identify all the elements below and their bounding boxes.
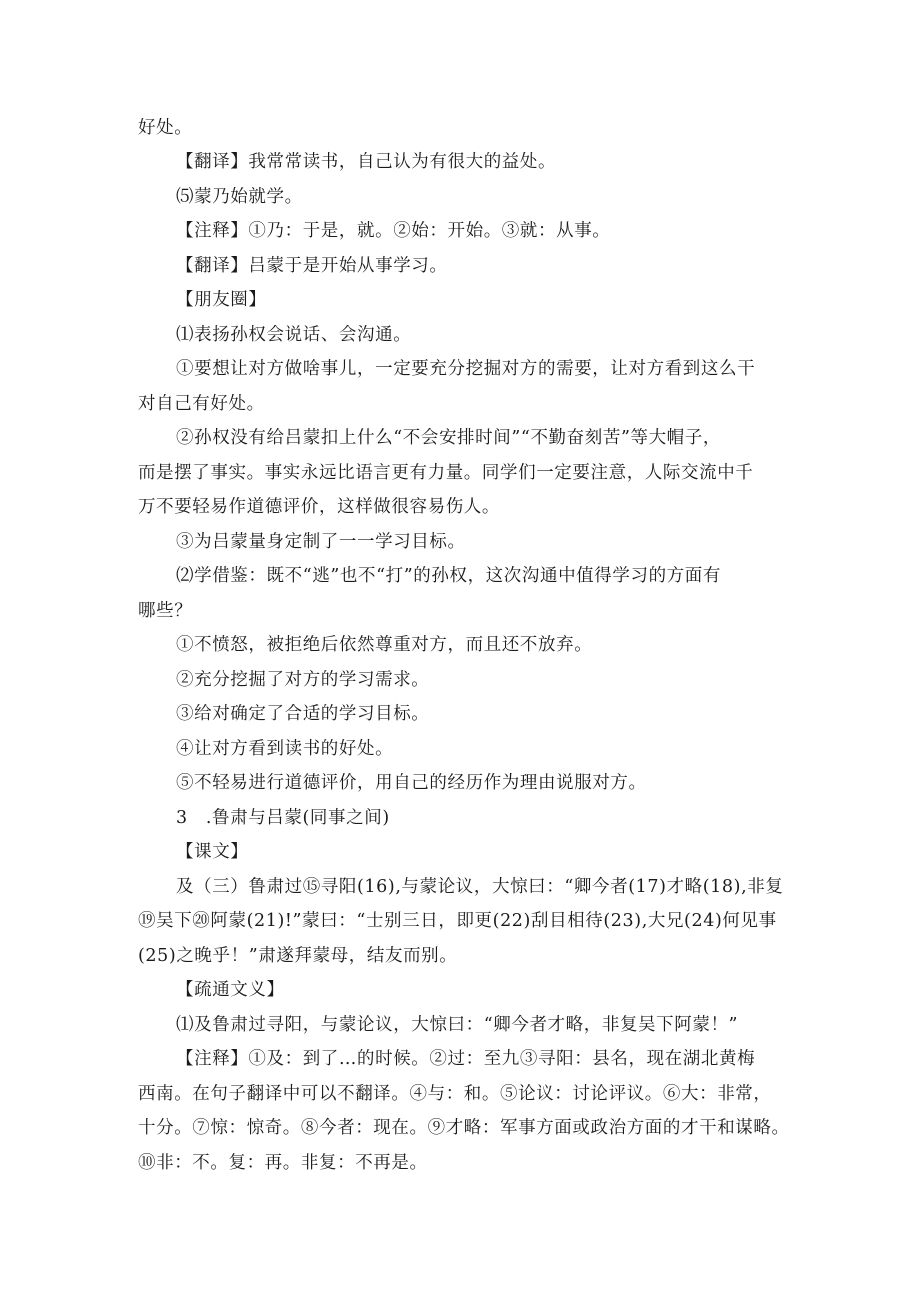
text-line: ⑴及鲁肃过寻阳，与蒙论议，大惊曰：“卿今者才略，非复吴下阿蒙！”: [176, 1015, 739, 1035]
text-line: ①要想让对方做啥事儿，一定要充分挖掘对方的需要，让对方看到这么干: [176, 359, 756, 379]
text-line: 好处。: [138, 118, 193, 138]
text-line: ①不愤怒，被拒绝后依然尊重对方，而且还不放弃。: [176, 635, 593, 655]
text-line: ②孙权没有给吕蒙扣上什么“不会安排时间”“不勤奋刻苦”等大帽子，: [176, 428, 721, 448]
text-line: ③给对确定了合适的学习目标。: [176, 704, 430, 724]
section-heading: 3 .鲁肃与吕蒙(同事之间): [176, 808, 390, 828]
classical-text-line: 及（三）鲁肃过⑮寻阳(16),与蒙论议，大惊曰：“卿今者(17)才略(18),非复: [176, 877, 784, 897]
text-line: ③为吕蒙量身定制了一一学习目标。: [176, 532, 466, 552]
text-line: 万不要轻易作道德评价，这样做很容易伤人。: [138, 497, 500, 517]
text-line: ②充分挖掘了对方的学习需求。: [176, 670, 430, 690]
section-heading: 【朋友圈】: [176, 290, 267, 310]
text-line: ⑤不轻易进行道德评价，用自己的经历作为理由说服对方。: [176, 773, 647, 793]
text-line: 而是摆了事实。事实永远比语言更有力量。同学们一定要注意，人际交流中千: [138, 463, 754, 483]
annotation-line: 【注释】①乃：于是，就。②始：开始。③就：从事。: [176, 221, 611, 241]
text-line: ④让对方看到读书的好处。: [176, 739, 394, 759]
annotation-line: 西南。在句子翻译中可以不翻译。④与：和。⑤论议：讨论评议。⑥大：非常，: [138, 1084, 772, 1104]
translation-line: 【翻译】我常常读书，自己认为有很大的益处。: [176, 152, 557, 172]
text-line: 哪些？: [138, 601, 193, 621]
classical-text-line: ⑲吴下⑳阿蒙(21)!”蒙曰：“士别三日，即更(22)刮目相待(23),大兄(24)何见事: [138, 911, 777, 931]
section-heading: 【疏通文义】: [176, 980, 285, 1000]
text-line: ⑴表扬孙权会说话、会沟通。: [176, 325, 412, 345]
annotation-line: 【注释】①及：到了…的时候。②过：至九③寻阳：县名，现在湖北黄梅: [176, 1049, 756, 1069]
text-line: ⑸蒙乃始就学。: [176, 187, 303, 207]
annotation-line: 十分。⑦惊：惊奇。⑧今者：现在。⑨才略：军事方面或政治方面的才干和谋略。: [138, 1118, 790, 1138]
annotation-line: ⑩非：不。复：再。非复：不再是。: [138, 1153, 428, 1173]
text-line: ⑵学借鉴：既不“逃”也不“打”的孙权，这次沟通中值得学习的方面有: [176, 566, 721, 586]
text-line: 对自己有好处。: [138, 394, 265, 414]
classical-text-line: (25)之晚乎！”肃遂拜蒙母，结友而别。: [138, 946, 458, 966]
section-heading: 【课文】: [176, 842, 249, 862]
translation-line: 【翻译】吕蒙于是开始从事学习。: [176, 256, 448, 276]
